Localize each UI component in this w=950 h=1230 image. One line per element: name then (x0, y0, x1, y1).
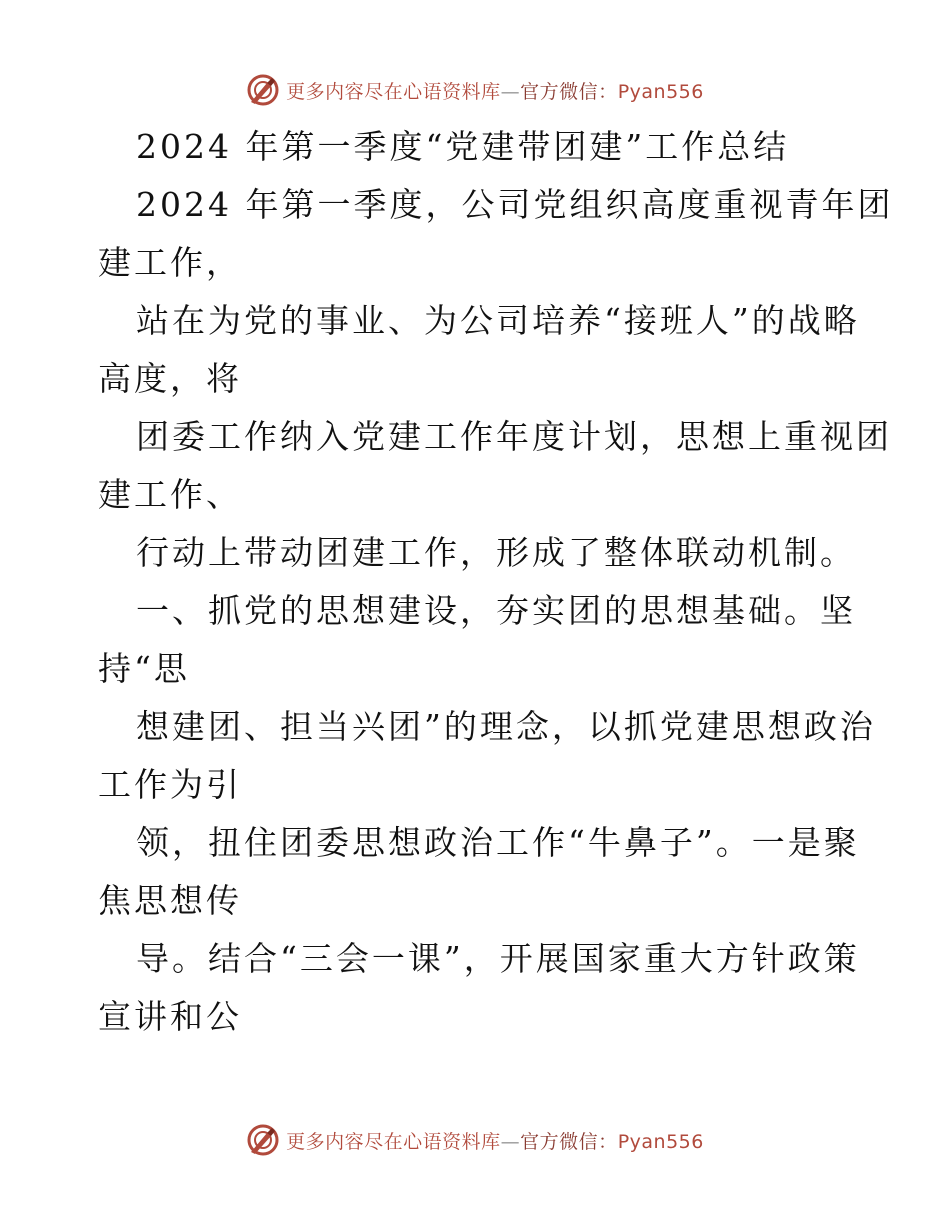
paragraph-line: 2024 年第一季度，公司党组织高度重视青年团 (136, 185, 894, 224)
watermark-label: 官方微信： (520, 1130, 618, 1153)
watermark-dash: — (500, 1130, 521, 1153)
header-watermark (0, 70, 950, 110)
paragraph-line: 高度，将 (98, 359, 242, 398)
watermark-id: Pyan556 (617, 80, 704, 103)
paragraph-line: 工作为引 (98, 765, 242, 804)
watermark-dash: — (500, 80, 521, 103)
watermark-id: Pyan556 (617, 1130, 704, 1153)
pen-seal-logo-icon (246, 73, 280, 107)
paragraph-line: 建工作、 (98, 475, 242, 514)
pen-seal-logo-icon (246, 1123, 280, 1157)
paragraph-line: 团委工作纳入党建工作年度计划，思想上重视团 (136, 417, 892, 456)
paragraph-line: 焦思想传 (98, 881, 242, 920)
paragraph-line: 行动上带动团建工作，形成了整体联动机制。 (136, 533, 856, 572)
watermark-label: 官方微信： (520, 80, 618, 103)
paragraph-line: 建工作， (98, 243, 242, 282)
document-title: 2024 年第一季度“党建带团建”工作总结 (136, 127, 790, 166)
section-heading-line: 一、抓党的思想建设，夯实团的思想基础。坚 (136, 591, 856, 630)
watermark-main: 更多内容尽在心语资料库 (286, 1130, 501, 1153)
document-body (98, 118, 894, 1046)
paragraph-line: 站在为党的事业、为公司培养“接班人”的战略 (136, 301, 860, 340)
paragraph-line: 领，扭住团委思想政治工作“牛鼻子”。一是聚 (136, 823, 860, 862)
paragraph-line: 导。结合“三会一课”，开展国家重大方针政策 (136, 939, 860, 978)
watermark-main: 更多内容尽在心语资料库 (286, 80, 501, 103)
watermark-text (286, 1127, 704, 1154)
paragraph-line: 持“思 (98, 649, 190, 688)
watermark-text (286, 77, 704, 104)
footer-watermark (0, 1120, 950, 1160)
paragraph-line: 宣讲和公 (98, 997, 242, 1036)
paragraph-line: 想建团、担当兴团”的理念，以抓党建思想政治 (136, 707, 876, 746)
